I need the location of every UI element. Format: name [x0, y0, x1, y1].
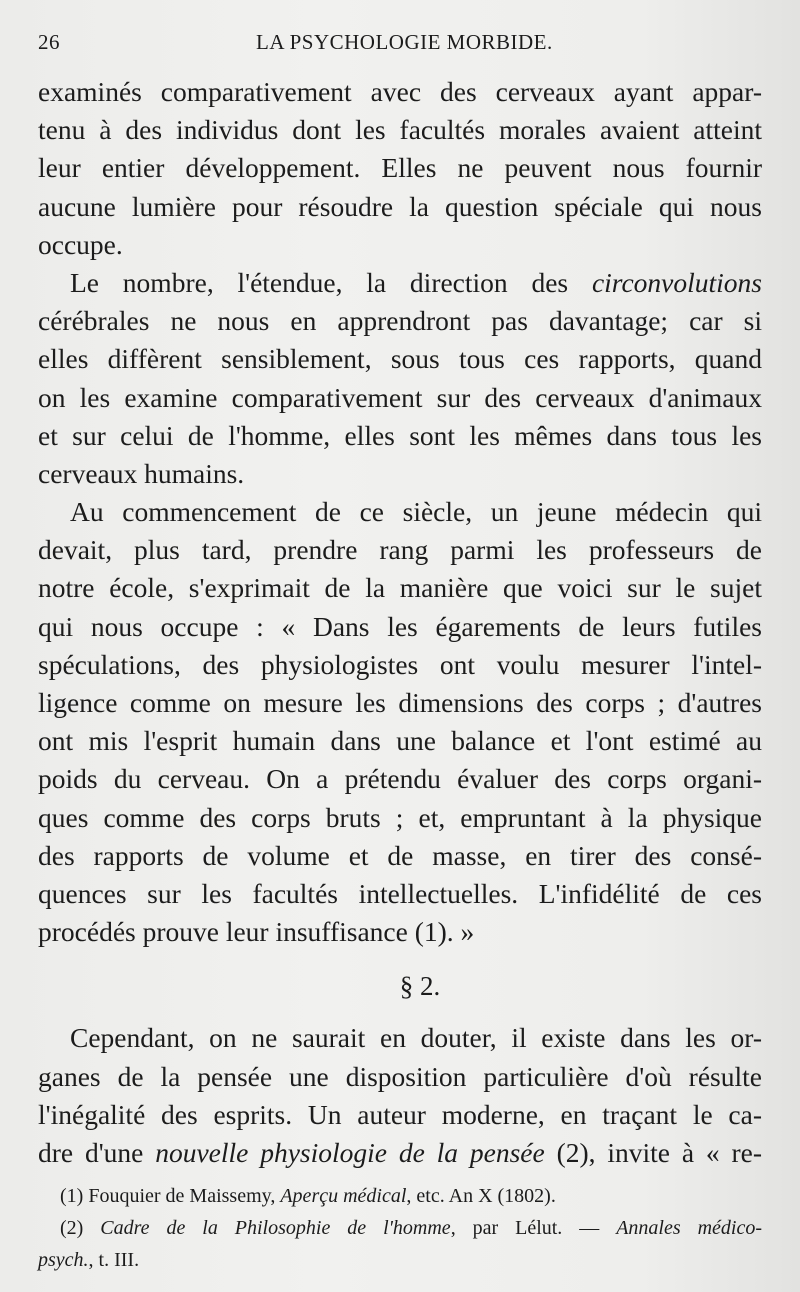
italic-term: circonvolutions — [591, 266, 762, 298]
footnote-2 — [38, 1212, 762, 1244]
text-line: qui nous occupe : « Dans les égarements de leurs futiles — [38, 610, 762, 642]
page-header — [38, 30, 760, 64]
section-heading: § 2. — [399, 971, 441, 1002]
text-line: ganes de la pensée une disposition particulière d'où résulte — [38, 1060, 762, 1092]
italic-title: psych. — [38, 1249, 89, 1271]
italic-title: nouvelle physiologie de la pensée — [155, 1136, 545, 1168]
text-line: examinés comparativement avec des cerveaux ayant appar- — [38, 76, 762, 107]
text-line: notre école, s'exprimait de la manière que voici sur le sujet — [38, 572, 762, 604]
text-line: l'inégalité des esprits. Un auteur moderne, en traçant le ca- — [38, 1098, 762, 1130]
text-line: Au commencement de ce siècle, un jeune médecin qui — [70, 496, 762, 528]
text-line: des rapports de volume et de masse, en tirer des consé- — [38, 839, 762, 871]
text-line: occupe. — [38, 228, 123, 260]
text-span: , etc. An X (1802). — [406, 1185, 556, 1207]
text-line: on les examine comparativement sur des cerveaux d'animaux — [38, 381, 762, 413]
text-span: Le nombre, l'étendue, la direction des — [70, 266, 592, 298]
text-line: ont mis l'esprit humain dans une balance et l'ont estimé au — [38, 725, 762, 757]
text-line: spéculations, des physiologistes ont voulu mesurer l'intel- — [38, 648, 762, 680]
text-line: poids du cerveau. On a prétendu évaluer des corps organi- — [38, 763, 762, 795]
text-line: devait, plus tard, prendre rang parmi les professeurs de — [38, 534, 762, 566]
text-span: (1) Fouquier de Maissemy, — [60, 1185, 281, 1207]
text-line: cerveaux humains. — [38, 457, 245, 489]
text-line: quences sur les facultés intellectuelles. L'infidélité de ces — [38, 877, 762, 909]
text-line: leur entier développement. Elles ne peuvent nous fournir — [38, 152, 762, 184]
page-number: 26 — [38, 30, 60, 54]
footnote-1 — [38, 1180, 762, 1212]
running-head: LA PSYCHOLOGIE MORBIDE. — [256, 30, 553, 54]
text-line: elles diffèrent sensiblement, sous tous ces rapports, quand — [38, 343, 762, 375]
italic-title: Annales médico- — [616, 1217, 762, 1239]
italic-title: Aperçu médical — [280, 1185, 407, 1207]
text-line: aucune lumière pour résoudre la question spéciale qui nous — [38, 190, 762, 222]
text-line: tenu à des individus dont les facultés morales avaient atteint — [38, 114, 762, 146]
text-span: , t. III. — [88, 1249, 140, 1271]
text-line: cérébrales ne nous en apprendront pas davantage; car si — [38, 305, 762, 337]
text-line: procédés prouve leur insuffisance (1). » — [38, 916, 475, 948]
text-span: (2), invite à « re- — [544, 1136, 762, 1168]
text-line: ligence comme on mesure les dimensions des corps ; d'autres — [38, 687, 762, 718]
body-text — [38, 73, 762, 1172]
text-line — [38, 264, 762, 302]
text-span: dre d'une — [38, 1136, 156, 1168]
text-span: , par Lélut. — — [450, 1217, 617, 1239]
text-line: ques comme des corps bruts ; et, empruntant à la physique — [38, 801, 762, 833]
footnotes — [38, 1180, 762, 1276]
text-line: Cependant, on ne saurait en douter, il existe dans les or- — [70, 1022, 762, 1054]
text-span: (2) — [60, 1217, 101, 1239]
footnote-2-continued — [38, 1244, 762, 1276]
text-line — [38, 1134, 762, 1172]
italic-title: Cadre de la Philosophie de l'homme — [100, 1217, 451, 1239]
text-line: et sur celui de l'homme, elles sont les mêmes dans tous les — [38, 419, 762, 451]
